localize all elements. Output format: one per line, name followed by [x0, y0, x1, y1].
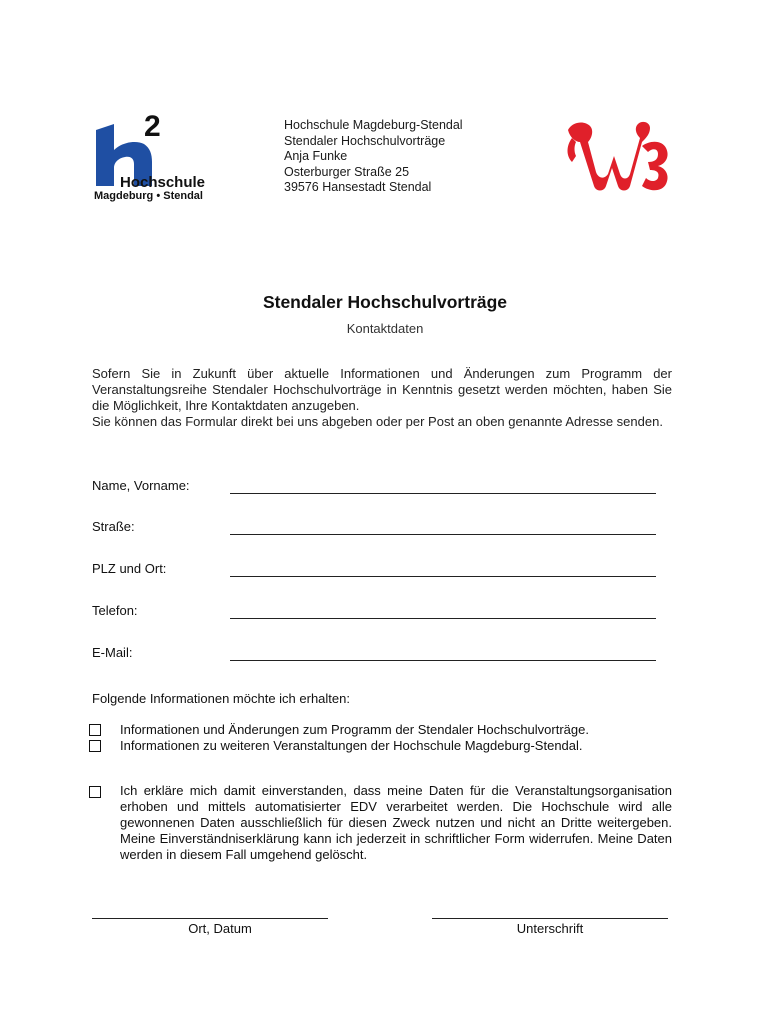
name-input-line[interactable]: [230, 493, 656, 494]
field-label: PLZ und Ort:: [92, 561, 167, 576]
red-gothic-monogram-emblem-icon: [562, 116, 674, 196]
signature-label: Unterschrift: [516, 921, 584, 936]
option-text: Informationen zu weiteren Veranstaltungen der Hochschule Magdeburg-Stendal.: [120, 738, 583, 753]
intro-paragraph: Sie können das Formular direkt bei uns abgeben oder per Post an oben genannte Adresse senden.: [92, 414, 663, 429]
option-events-checkbox[interactable]: [89, 740, 101, 752]
field-zip-city: [92, 561, 672, 581]
option-program-info: [89, 722, 679, 738]
consent-block: [89, 783, 679, 865]
street-input-line[interactable]: [230, 534, 656, 535]
intro-paragraph: Sofern Sie in Zukunft über aktuelle Informationen und Änderungen zum Programm der Veranstaltungsreihe Stendaler Hochschulvorträge in Kenntnis gesetzt werden möchten, haben Sie die Möglichkeit, Ihre Kontaktdaten anzugeben.: [92, 366, 672, 413]
place-date-label: Ort, Datum: [188, 921, 252, 936]
address-line: Osterburger Straße 25: [284, 164, 410, 179]
email-input-line[interactable]: [230, 660, 656, 661]
document-title: Stendaler Hochschulvorträge: [262, 292, 508, 312]
field-email: [92, 645, 672, 665]
logo-superscript-2: 2: [144, 112, 161, 143]
field-label: Telefon:: [92, 603, 138, 618]
phone-input-line[interactable]: [230, 618, 656, 619]
field-label: Name, Vorname:: [92, 478, 190, 493]
info-heading: Folgende Informationen möchte ich erhalten:: [92, 691, 350, 706]
field-phone: [92, 603, 672, 623]
address-line: Anja Funke: [284, 149, 348, 163]
field-label: E-Mail:: [92, 645, 133, 660]
signature-line[interactable]: [432, 918, 668, 919]
field-label: Straße:: [92, 519, 135, 534]
address-line: Stendaler Hochschulvorträge: [284, 133, 446, 148]
place-date-line[interactable]: [92, 918, 328, 919]
document-subtitle: Kontaktdaten: [346, 321, 424, 336]
field-name: [92, 478, 672, 498]
zip-city-input-line[interactable]: [230, 576, 656, 577]
logo-wordmark: Hochschule: [120, 174, 206, 191]
address-line: Hochschule Magdeburg-Stendal: [284, 118, 463, 132]
consent-text: Ich erkläre mich damit einverstanden, dass meine Daten für die Veranstaltungsorganisation erhoben und mittels automatisierter EDV verarbeitet werden. Die Hochschule wird alle gewonnenen Daten ausschließlich für diesen Zweck nutzen und nicht an Dritte weitergeben. Meine Einverständniserklärung kann ich jederzeit in schriftlicher Form widerrufen. Meine Daten werden in diesem Fall umgehend gelöscht.: [120, 783, 672, 862]
address-block: [284, 118, 463, 196]
field-street: [92, 519, 672, 539]
consent-checkbox[interactable]: [89, 786, 101, 798]
option-events-info: [89, 738, 679, 754]
logo-subline: Magdeburg • Stendal: [94, 190, 203, 202]
address-line: 39576 Hansestadt Stendal: [284, 180, 432, 194]
logo-h-stem: [96, 124, 114, 186]
option-text: Informationen und Änderungen zum Programm der Stendaler Hochschulvorträge.: [120, 722, 589, 737]
option-program-checkbox[interactable]: [89, 724, 101, 736]
intro-text: [92, 366, 672, 430]
